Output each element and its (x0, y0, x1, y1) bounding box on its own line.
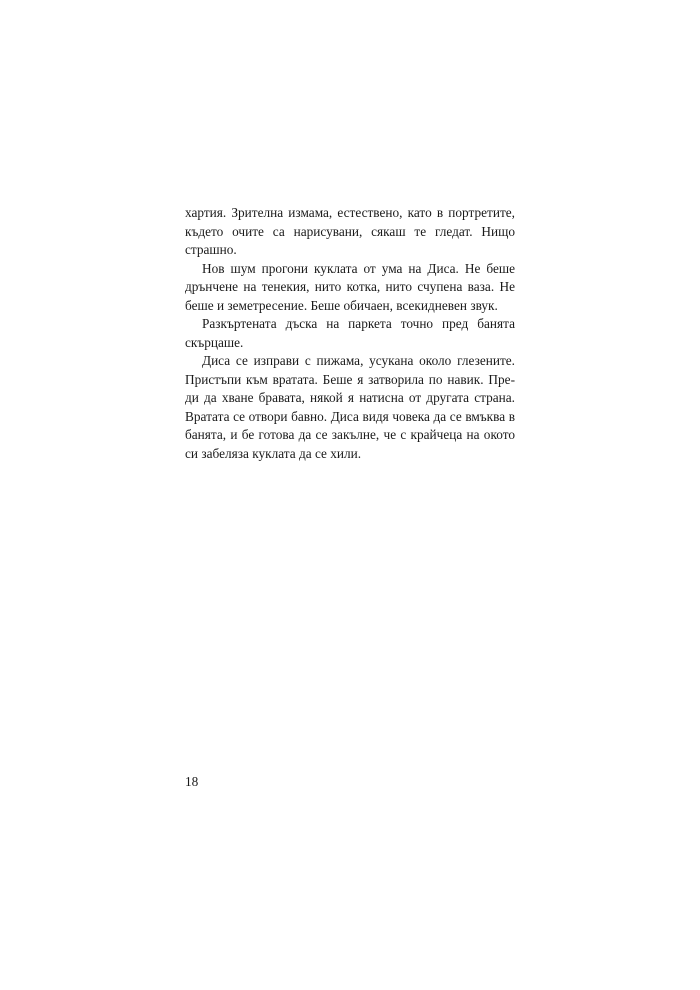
paragraph-1 (185, 204, 515, 260)
text-line: Диса се изправи с пижама, усукана около глезените. (202, 353, 515, 368)
text-line: си забеляза куклата да се хили. (185, 445, 362, 461)
paragraph-3 (185, 315, 515, 352)
text-line: Вратата се отвори бавно. Диса видя човека да се вмъква в (185, 408, 515, 424)
text-line: банята, и бе готова да се закълне, че с крайчеца на окото (185, 427, 515, 442)
text-line: Пристъпи към вратата. Беше я затворила по навик. Пре- (185, 371, 515, 387)
text-line: скърцаше. (185, 334, 244, 350)
text-line: ди да хване бравата, някой я натисна от другата страна. (185, 390, 515, 405)
body-text (185, 204, 515, 463)
paragraph-4 (185, 352, 515, 463)
text-line: дрънчене на тенекия, нито котка, нито счупена ваза. Не (185, 279, 515, 294)
text-line: страшно. (185, 242, 237, 257)
page-number: 18 (185, 774, 199, 789)
text-line: Нов шум прогони куклата от ума на Диса. Не беше (202, 260, 515, 276)
text-line: където очите са нарисувани, сякаш те гледат. Нищо (185, 223, 515, 239)
paragraph-2 (185, 260, 515, 316)
text-line: хартия. Зрителна измама, естествено, като в портретите, (185, 205, 515, 220)
text-line: беше и земетресение. Беше обичаен, всекидневен звук. (185, 297, 498, 313)
text-line: Разкъртената дъска на паркета точно пред банята (202, 316, 515, 331)
